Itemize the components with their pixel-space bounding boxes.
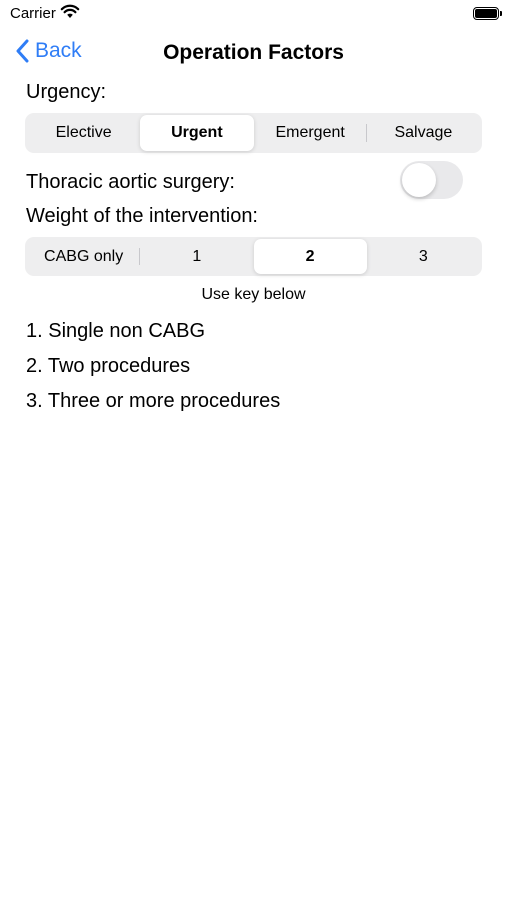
urgency-option-salvage[interactable]: Salvage	[367, 115, 480, 151]
key-item: 1. Single non CABG	[26, 320, 205, 342]
urgency-option-emergent[interactable]: Emergent	[275, 124, 345, 141]
status-bar	[0, 0, 507, 28]
weight-label: Weight of the intervention:	[26, 205, 258, 227]
weight-option-1[interactable]: 1	[140, 239, 253, 274]
thoracic-surgery-label: Thoracic aortic surgery:	[26, 171, 235, 193]
page-title: Operation Factors	[163, 41, 344, 64]
key-item: 3. Three or more procedures	[26, 390, 281, 412]
carrier-label: Carrier	[10, 5, 56, 22]
wifi-icon	[60, 4, 80, 24]
toggle-knob	[402, 163, 436, 197]
navigation-bar	[0, 34, 507, 72]
thoracic-surgery-toggle[interactable]	[400, 161, 463, 199]
weight-segmented-control	[25, 237, 482, 276]
back-label: Back	[35, 39, 82, 62]
battery-icon	[473, 7, 499, 20]
key-hint: Use key below	[201, 286, 306, 303]
weight-option-2[interactable]: 2	[254, 239, 367, 274]
weight-option-cabg-only[interactable]: CABG only	[44, 247, 124, 265]
weight-option-3[interactable]: 3	[418, 247, 428, 265]
urgency-option-urgent[interactable]: Urgent	[140, 115, 253, 151]
urgency-option-elective[interactable]: Elective	[55, 124, 112, 141]
urgency-label: Urgency:	[26, 81, 107, 103]
urgency-segmented-control	[25, 113, 482, 153]
key-item: 2. Two procedures	[26, 355, 191, 377]
